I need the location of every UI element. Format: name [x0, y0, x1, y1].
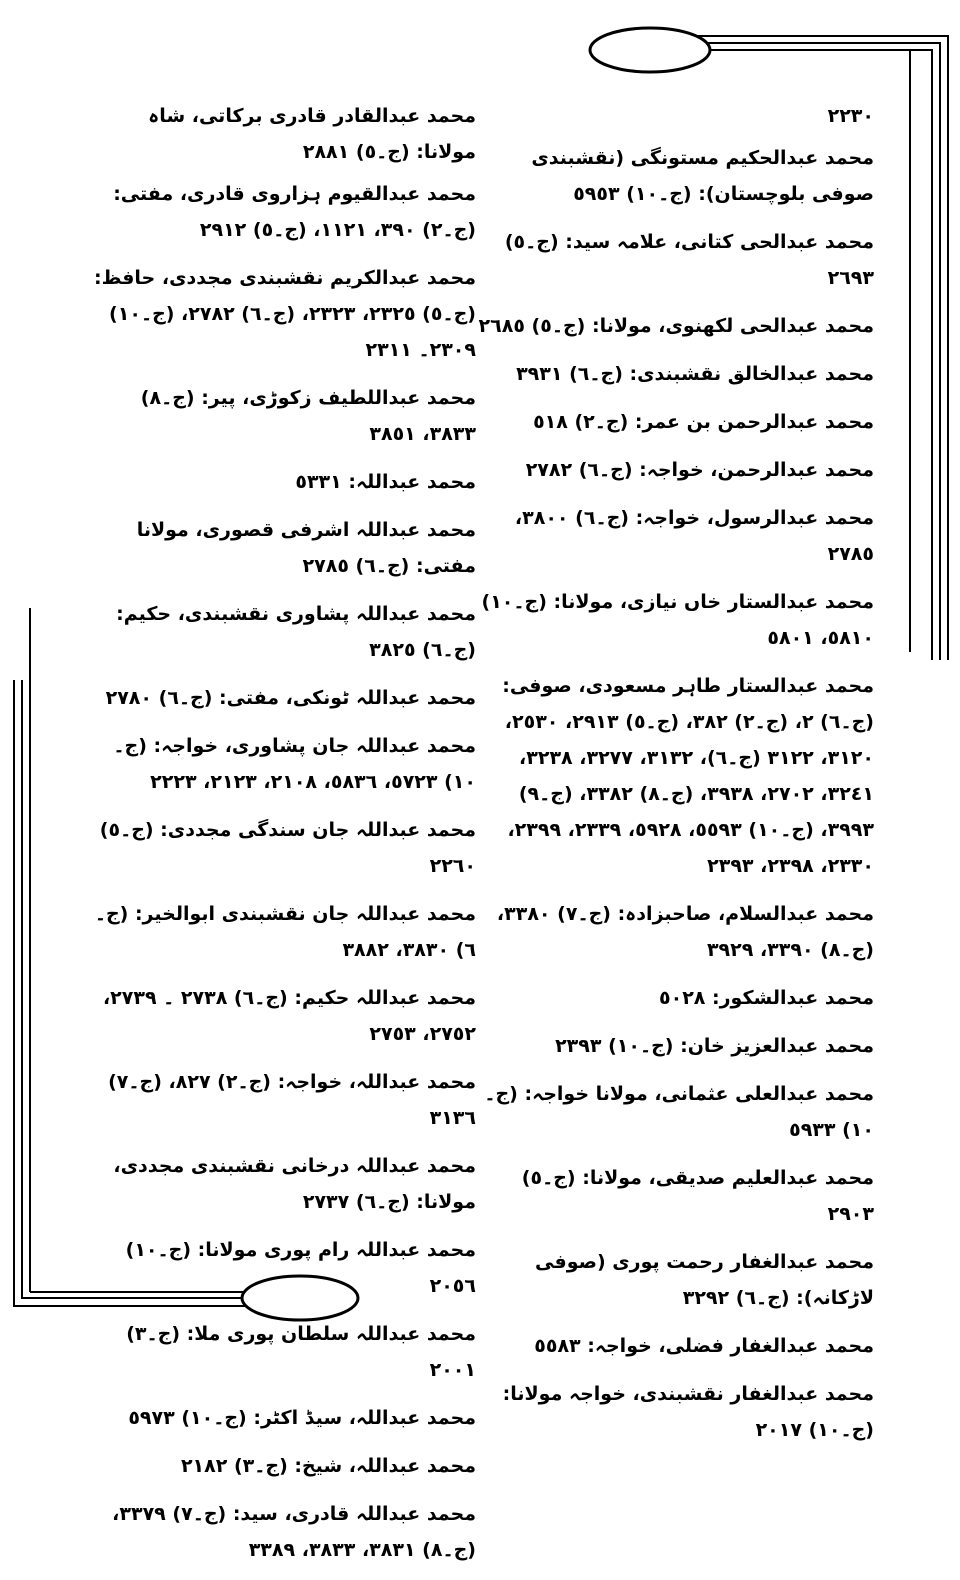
- index-entry: محمد عبداللہ: ٥٣٣١: [295, 471, 476, 493]
- index-entry: محمد عبدالقادر قادری برکاتی، شاہ مولانا: (ج۔٥) ٢٨٨١: [148, 105, 476, 163]
- index-entry: محمد عبداللہ سلطان پوری ملا: (ج۔٣) ٢٠٠١: [126, 1323, 476, 1381]
- index-entry: محمد عبدالستار خاں نیازی، مولانا: (ج۔١٠) ٥٨١٠، ٥٨٠١: [481, 591, 874, 649]
- index-entry: محمد عبداللہ جان نقشبندی ابوالخیر: (ج۔٦) ٣٨٣٠، ٣٨٨٢: [94, 903, 476, 961]
- index-entry: محمد عبدالغفار فضلی، خواجہ: ٥٥٨٣: [534, 1335, 874, 1357]
- index-entry: محمد عبداللہ جان سندگی مجددی: (ج۔٥) ٢٢٦٠: [99, 819, 476, 877]
- index-entry: محمد عبداللطیف زکوڑی، پیر: (ج۔٨) ٣٨٣٣، ٣٨٥١: [140, 387, 476, 445]
- index-entry: محمد عبدالغفار رحمت پوری (صوفی لاڑکانہ): (ج۔٦) ٣٢٩٢: [535, 1251, 874, 1309]
- index-entry: محمد عبدالحی لکھنوی، مولانا: (ج۔٥) ٢٦٨٥: [478, 315, 874, 337]
- index-entry: محمد عبداللہ ٹونکی، مفتی: (ج۔٦) ٢٧٨٠: [105, 687, 476, 709]
- index-entry: محمد عبدالرحمن، خواجہ: (ج۔٦) ٢٧٨٢: [525, 459, 874, 481]
- index-entry: محمد عبداللہ پشاوری نقشبندی، حکیم: (ج۔٦) ٣٨٢٥: [116, 603, 476, 661]
- top-ornament-oval: [590, 28, 710, 72]
- index-entry: ٢٢٣٠: [827, 105, 874, 127]
- index-entry: محمد عبدالخالق نقشبندی: (ج۔٦) ٣٩٣١: [516, 363, 874, 385]
- index-column-left: [90, 98, 476, 1580]
- index-entry: محمد عبدالحی کتانی، علامہ سید: (ج۔٥) ٢٦٩٣: [504, 231, 874, 289]
- index-entry: محمد عبداللہ، خواجہ: (ج۔٢) ٨٢٧، (ج۔٧) ٣١٣٦: [108, 1071, 476, 1129]
- index-column-right: [478, 98, 874, 1460]
- index-entry: محمد عبداللہ اشرفی قصوری، مولانا مفتی: (ج۔٦) ٢٧٨٥: [136, 519, 476, 577]
- index-entry: محمد عبداللہ قادری، سید: (ج۔٧) ٣٣٧٩، (ج۔٨) ٣٨٣١، ٣٨٣٣، ٣٣٨٩: [112, 1503, 476, 1561]
- index-entry: محمد عبداللہ رام پوری مولانا: (ج۔١٠) ٢٠٥٦: [125, 1239, 476, 1297]
- index-entry: محمد عبداللہ، شیخ: (ج۔٣) ٢١٨٢: [180, 1455, 476, 1477]
- index-entry: محمد عبدالستار طاہر مسعودی، صوفی: (ج۔٦) ٢، (ج۔٢) ٣٨٢، (ج۔٥) ٢٩١٣، ٢٥٣٠، ٣١٢٠، ٣١٢٢ (ج۔٦)، ٣١٣٢، ٣٢٧٧، ٣٢٣٨، ٣٢٤١، ٢٧٠٢، ٣٩٣٨، (ج۔٨) ٣٣٨٢، (ج۔٩) ٣٩٩٣، (ج۔١٠) ٥٥٩٣، ٥٩٢٨، ٢٣٣٩، ٢٣٩٩، ٢٣٣٠، ٢٣٩٨، ٢٣٩٣: [502, 675, 874, 877]
- index-entry: محمد عبدالعزیز خان: (ج۔١٠) ٢٣٩٣: [555, 1035, 874, 1057]
- index-entry: محمد عبدالسلام، صاحبزادہ: (ج۔٧) ٣٣٨٠، (ج۔٨) ٣٣٩٠، ٣٩٢٩: [496, 903, 874, 961]
- index-entry: محمد عبدالحکیم مستونگی (نقشبندی صوفی بلوچستان): (ج۔١٠) ٥٩٥٣: [531, 147, 874, 205]
- index-entry: محمد عبدالغفار نقشبندی، خواجہ مولانا: (ج۔١٠) ٢٠١٧: [502, 1383, 874, 1441]
- index-entry: محمد عبداللہ، سیڈ اکٹر: (ج۔١٠) ٥٩٧٣: [128, 1407, 476, 1429]
- index-entry: محمد عبداللہ حکیم: (ج۔٦) ٢٧٣٨ ۔ ٢٧٣٩، ٢٧٥٢، ٢٧٥٣: [102, 987, 476, 1045]
- index-entry: محمد عبداللہ درخانی نقشبندی مجددی، مولانا: (ج۔٦) ٢٧٣٧: [113, 1155, 476, 1213]
- index-entry: محمد عبدالرحمن بن عمر: (ج۔٢) ٥١٨: [533, 411, 874, 433]
- index-entry: محمد عبدالقیوم ہزاروی قادری، مفتی: (ج۔٢) ٣٩٠، ١١٢١، (ج۔٥) ٢٩١٢: [113, 183, 476, 241]
- index-entry: محمد عبداللہ جان پشاوری، خواجہ: (ج۔١٠) ٥٧٢٣، ٥٨٣٦، ٢١٠٨، ٢١٢٣، ٢٢٢٣: [113, 735, 476, 793]
- index-entry: محمد عبدالکریم نقشبندی مجددی، حافظ: (ج۔٥) ٢٣٢٥، ٢٣٢٣، (ج۔٦) ٢٧٨٢، (ج۔١٠) ٢٣٠٩۔ ٢٣١١: [94, 267, 476, 361]
- index-entry: محمد عبدالرسول، خواجہ: (ج۔٦) ٣٨٠٠، ٢٧٨٥: [514, 507, 874, 565]
- index-entry: محمد عبدالعلی عثمانی، مولانا خواجہ: (ج۔١٠) ٥٩٣٣: [484, 1083, 874, 1141]
- index-entry: محمد عبدالعلیم صدیقی، مولانا: (ج۔٥) ٢٩٠٣: [521, 1167, 874, 1225]
- index-entry: محمد عبدالشکور: ٥٠٢٨: [659, 987, 874, 1009]
